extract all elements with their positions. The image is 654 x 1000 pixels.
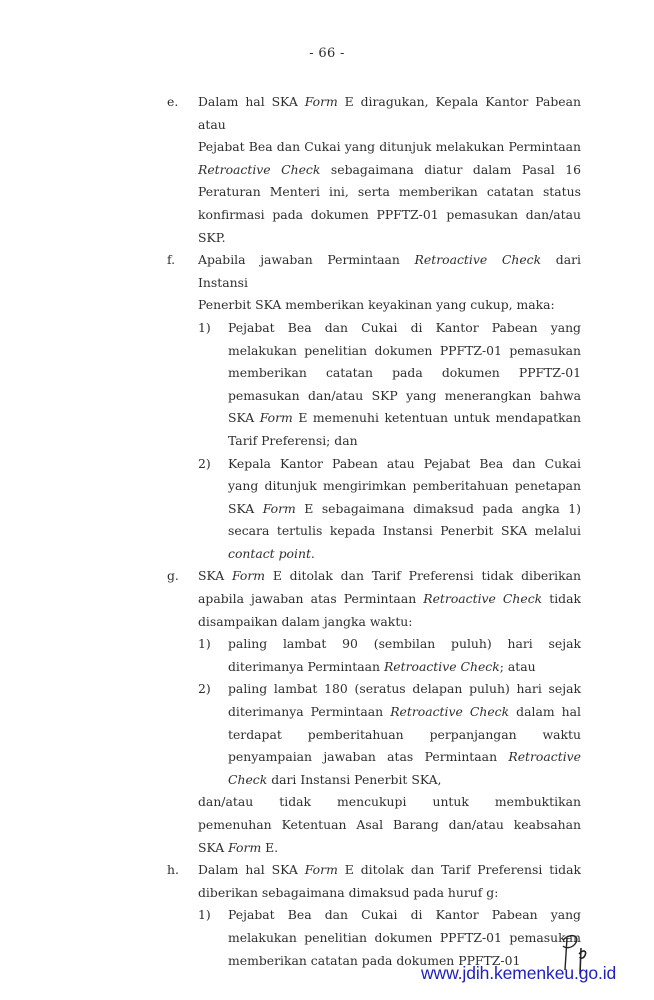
text-line: dan/atau tidak mencukupi untuk membuktikan bbox=[198, 794, 581, 810]
item-g bbox=[167, 565, 581, 859]
item-text bbox=[198, 565, 581, 633]
text-line: Tarif Preferensi; dan bbox=[228, 432, 358, 448]
item-text bbox=[198, 91, 581, 249]
text-line: SKA Form E ditolak dan Tarif Preferensi tidak diberikan bbox=[198, 568, 581, 584]
italic-term: Retroactive bbox=[508, 749, 581, 765]
text-line: pemasukan dan/atau SKP yang menerangkan bahwa bbox=[228, 387, 581, 403]
subitem-text bbox=[228, 453, 581, 566]
item-marker: h. bbox=[167, 862, 179, 878]
subitem-text bbox=[228, 633, 581, 678]
subitem-marker: 1) bbox=[198, 907, 211, 923]
text-line: Penerbit SKA memberikan keyakinan yang cukup, maka: bbox=[198, 297, 555, 313]
text-line: SKA Form E. bbox=[198, 839, 279, 855]
text-line: SKA Form E sebagaimana dimaksud pada angka 1) bbox=[228, 500, 581, 516]
item-closing-text bbox=[198, 791, 581, 859]
subitem-g-2 bbox=[198, 678, 581, 791]
italic-term: Retroactive Check bbox=[198, 161, 321, 177]
item-text bbox=[198, 249, 581, 317]
text-line: diberikan sebagaimana dimaksud pada huruf g: bbox=[198, 884, 499, 900]
subitem-f-2 bbox=[198, 453, 581, 566]
text-line: Kepala Kantor Pabean atau Pejabat Bea dan Cukai bbox=[228, 455, 581, 471]
document-body bbox=[167, 91, 581, 972]
website-link[interactable]: www.jdih.kemenkeu.go.id bbox=[421, 963, 617, 983]
subitem-marker: 1) bbox=[198, 636, 211, 652]
text-line: memberikan catatan pada dokumen PPFTZ-01 bbox=[228, 952, 521, 968]
text-line: Pejabat Bea dan Cukai yang ditunjuk melakukan Permintaan bbox=[198, 139, 581, 155]
subitem-text bbox=[228, 678, 581, 791]
italic-term: Form bbox=[231, 568, 266, 584]
italic-term: contact point bbox=[228, 545, 311, 561]
text-line: yang ditunjuk mengirimkan pemberitahuan penetapan bbox=[228, 478, 581, 494]
text-line: paling lambat 90 (sembilan puluh) hari sejak bbox=[228, 636, 581, 652]
item-f bbox=[167, 249, 581, 565]
text-line: melakukan penelitian dokumen PPFTZ-01 pemasukan bbox=[228, 929, 581, 945]
text-line: memberikan catatan pada dokumen PPFTZ-01 bbox=[228, 365, 581, 381]
text-line: diterimanya Permintaan Retroactive Check dalam hal bbox=[228, 704, 581, 720]
text-line: disampaikan dalam jangka waktu: bbox=[198, 613, 413, 629]
item-marker: f. bbox=[167, 252, 176, 268]
text-line: Peraturan Menteri ini, serta memberikan catatan status bbox=[198, 184, 581, 200]
text-line: konfirmasi pada dokumen PPFTZ-01 pemasukan dan/atau bbox=[198, 206, 581, 222]
italic-term: Form bbox=[228, 839, 262, 855]
item-marker: g. bbox=[167, 568, 179, 584]
text-line: Check dari Instansi Penerbit SKA, bbox=[228, 771, 442, 787]
text-line: terdapat pemberitahuan perpanjangan waktu bbox=[228, 726, 581, 742]
italic-term: Retroactive Check bbox=[414, 252, 542, 268]
text-line: contact point. bbox=[228, 545, 315, 561]
italic-term: Retroactive Check bbox=[390, 704, 510, 720]
text-line: Dalam hal SKA Form E ditolak dan Tarif Preferensi tidak bbox=[198, 862, 581, 878]
text-line: SKA Form E memenuhi ketentuan untuk mendapatkan bbox=[228, 410, 581, 426]
subitem-marker: 2) bbox=[198, 681, 211, 697]
subitem-text bbox=[228, 904, 581, 972]
subitem-f-1 bbox=[198, 317, 581, 453]
item-marker: e. bbox=[167, 94, 179, 109]
page-number: - 66 - bbox=[309, 46, 345, 61]
text-line: secara tertulis kepada Instansi Penerbit SKA melalui bbox=[228, 523, 581, 539]
text-line: Pejabat Bea dan Cukai di Kantor Pabean yang bbox=[228, 907, 581, 923]
italic-term: Retroactive Check bbox=[423, 591, 543, 607]
item-h bbox=[167, 859, 581, 972]
text-line: melakukan penelitian dokumen PPFTZ-01 pemasukan bbox=[228, 342, 581, 358]
text-line: pemenuhan Ketentuan Asal Barang dan/atau keabsahan bbox=[198, 817, 581, 832]
italic-term: Form bbox=[262, 500, 296, 516]
subitem-marker: 1) bbox=[198, 319, 211, 335]
subitem-g-1 bbox=[198, 633, 581, 678]
text-line: Dalam hal SKA Form E diragukan, Kepala Kantor Pabean atau bbox=[198, 94, 581, 132]
text-line: Retroactive Check sebagaimana diatur dalam Pasal 16 bbox=[198, 161, 581, 177]
subitem-marker: 2) bbox=[198, 455, 211, 471]
text-line: apabila jawaban atas Permintaan Retroactive Check tidak bbox=[198, 591, 581, 607]
italic-term: Retroactive Check bbox=[383, 658, 500, 674]
text-line: paling lambat 180 (seratus delapan puluh) hari sejak bbox=[228, 681, 581, 697]
text-line: Apabila jawaban Permintaan Retroactive Check dari Instansi bbox=[198, 252, 581, 290]
subitem-h-1 bbox=[198, 904, 581, 972]
italic-term: Form bbox=[304, 94, 338, 109]
text-line: Pejabat Bea dan Cukai di Kantor Pabean yang bbox=[228, 319, 581, 335]
text-line: penyampaian jawaban atas Permintaan Retroactive bbox=[228, 749, 581, 765]
italic-term: Form bbox=[259, 410, 293, 426]
item-e bbox=[167, 91, 581, 249]
text-line: diterimanya Permintaan Retroactive Check; atau bbox=[228, 658, 536, 674]
italic-term: Form bbox=[304, 862, 338, 878]
italic-term: Check bbox=[228, 771, 268, 787]
text-line: SKP. bbox=[198, 229, 226, 245]
subitem-text bbox=[228, 317, 581, 453]
item-text bbox=[198, 859, 581, 904]
